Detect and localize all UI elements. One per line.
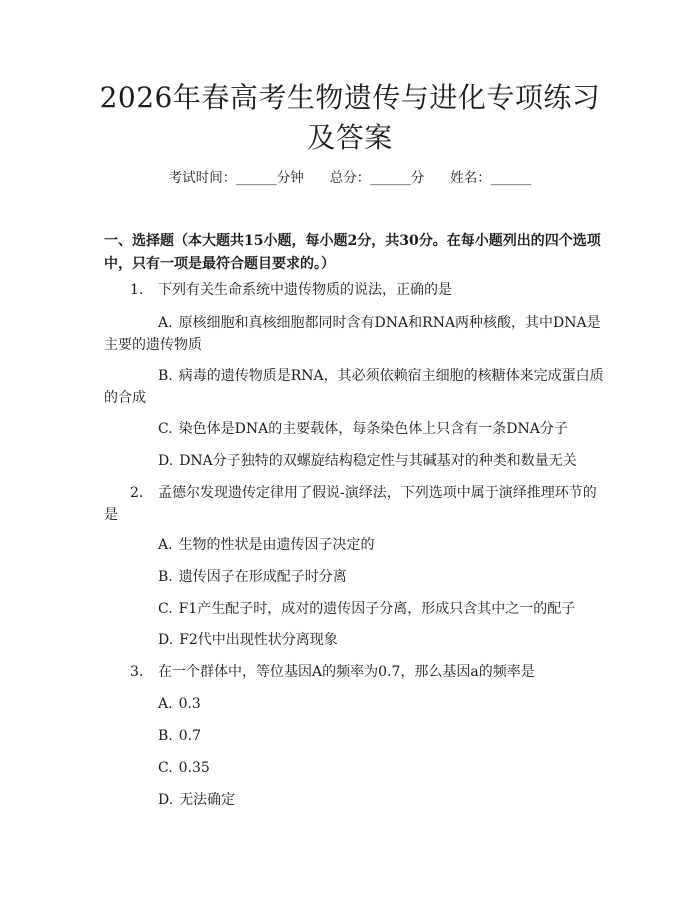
question-2-option-c [104,598,604,620]
question-text: 孟德尔发现遗传定律用了假说-演绎法，下列选项中属于演绎推理环节的是 [104,485,597,523]
question-3-option-c [104,757,604,779]
question-1 [104,279,604,301]
option-text: 0.3 [178,696,201,712]
question-number: 2. [130,485,144,501]
question-2-option-b [104,566,604,588]
question-text: 在一个群体中，等位基因A的频率为0.7，那么基因a的频率是 [158,664,535,680]
option-text: 原核细胞和真核细胞都同时含有DNA和RNA两种核酸，其中DNA是主要的遗传物质 [104,315,601,353]
option-letter: D. [158,632,174,648]
option-letter: A. [158,696,173,712]
option-letter: D. [158,453,174,469]
option-letter: C. [158,601,173,617]
exam-time-field: 考试时间：______分钟 [168,170,304,186]
option-text: F1产生配子时，成对的遗传因子分离，形成只含其中之一的配子 [178,601,576,617]
option-letter: B. [158,368,173,384]
section-heading: 一、选择题（本大题共15小题，每小题2分，共30分。在每小题列出的四个选项中，只有一项是最符合题目要求的。） [104,233,601,272]
option-text: 0.7 [178,728,202,744]
option-letter: C. [158,760,173,776]
option-text: DNA分子独特的双螺旋结构稳定性与其碱基对的种类和数量无关 [179,453,577,469]
option-letter: A. [158,315,173,331]
question-3-option-a [104,693,604,715]
question-text: 下列有关生命系统中遗传物质的说法，正确的是 [158,282,452,298]
exam-meta-line [0,168,700,188]
question-1-option-b [104,365,604,409]
question-number: 3. [130,664,144,680]
option-letter: D. [158,792,174,808]
question-1-option-d [104,450,604,472]
total-score-field: 总分：______分 [329,170,425,186]
document-title: 2026年春高考生物遗传与进化专项练习及答案 [99,81,601,154]
question-3-option-b [104,725,604,747]
option-text: 遗传因子在形成配子时分离 [178,569,347,585]
option-text: 0.35 [178,760,210,776]
option-letter: C. [158,421,173,437]
option-text: 病毒的遗传物质是RNA，其必须依赖宿主细胞的核糖体来完成蛋白质的合成 [104,368,604,406]
question-2-option-d [104,629,604,651]
question-1-option-c [104,418,604,440]
option-text: 无法确定 [179,792,236,808]
option-text: 染色体是DNA的主要载体，每条染色体上只含有一条DNA分子 [178,421,568,437]
question-2-option-a [104,534,604,556]
question-3-option-d [104,789,604,811]
question-1-option-a [104,312,604,356]
question-2 [104,482,604,526]
question-number: 1. [130,282,144,298]
option-letter: B. [158,728,173,744]
option-letter: A. [158,537,173,553]
question-3 [104,661,604,683]
option-text: F2代中出现性状分离现象 [179,632,338,648]
option-text: 生物的性状是由遗传因子决定的 [178,537,375,553]
option-letter: B. [158,569,173,585]
student-name-field: 姓名：______ [450,170,532,186]
